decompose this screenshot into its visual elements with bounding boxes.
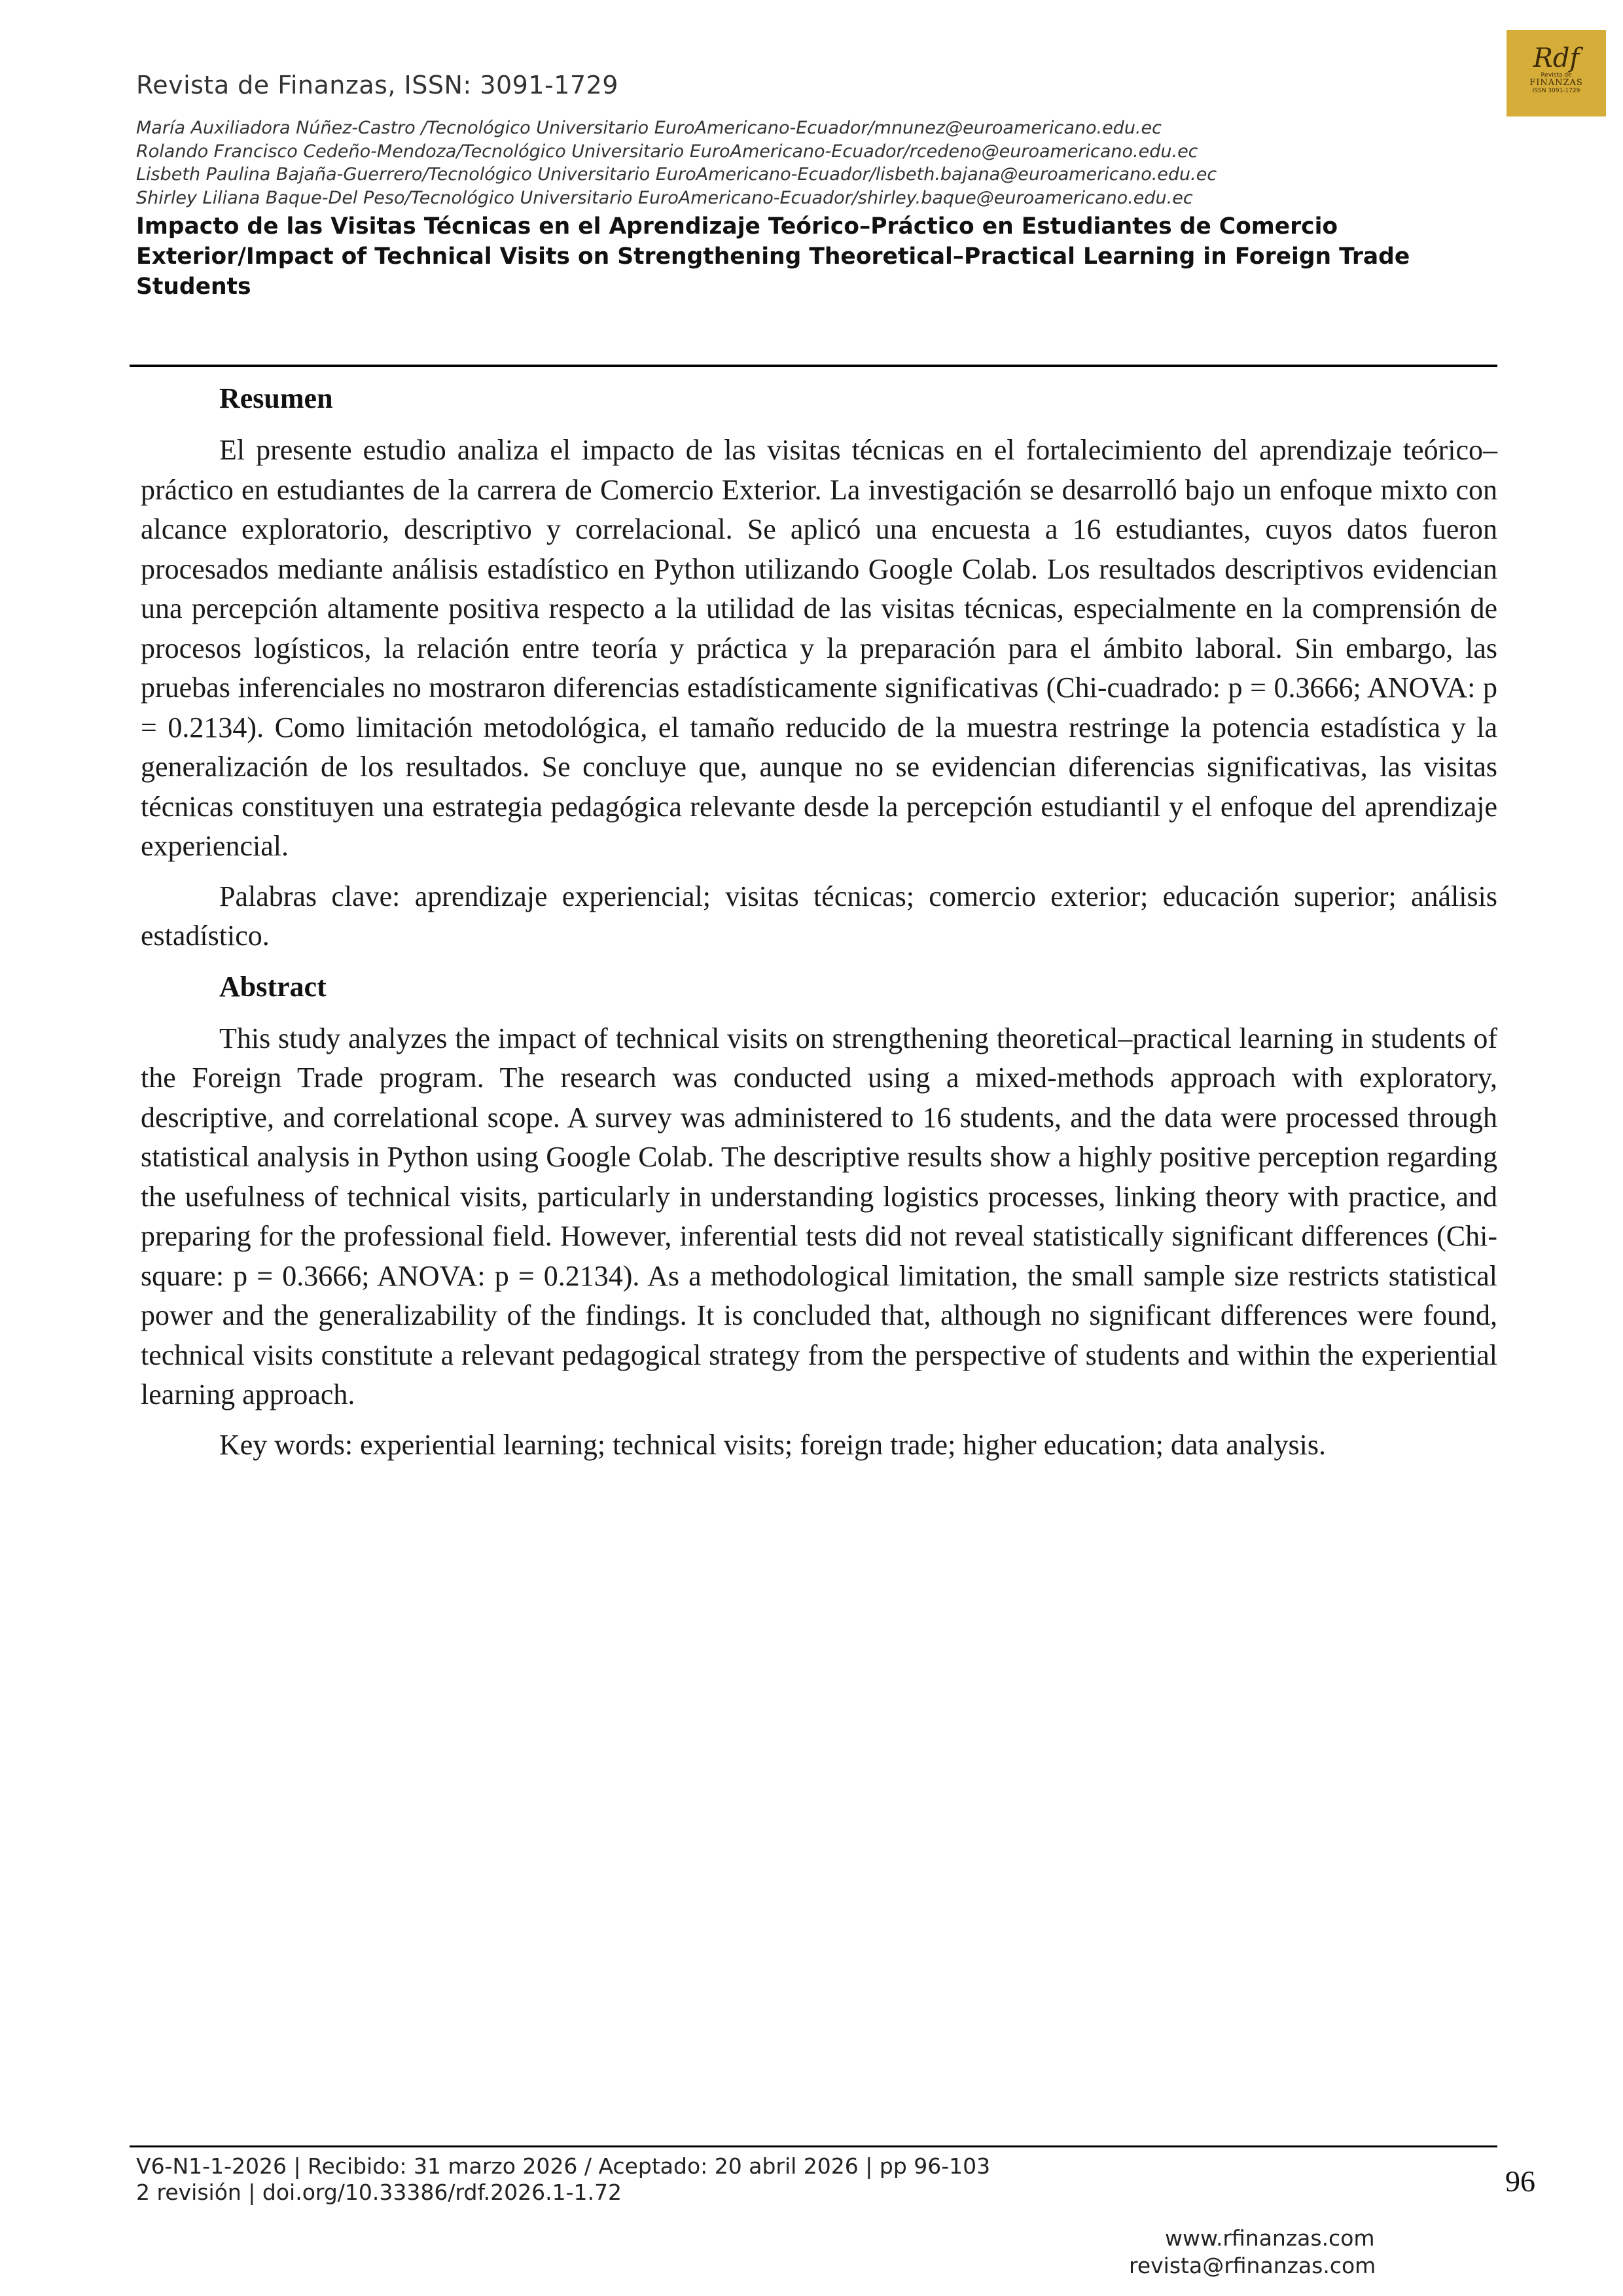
- article-body: [141, 378, 1497, 1465]
- resumen-keywords: Palabras clave: aprendizaje experiencial; visitas técnicas; comercio exterior; educación superior; análisis estadístico.: [141, 880, 1497, 952]
- logo-small-text: Revista de: [1541, 72, 1572, 79]
- author-line: Rolando Francisco Cedeño-Mendoza/Tecnológico Universitario EuroAmericano-Ecuador/rcedeno@euroamericano.edu.ec: [136, 141, 1198, 162]
- author-line: Lisbeth Paulina Bajaña-Guerrero/Tecnológico Universitario EuroAmericano-Ecuador/lisbeth.bajana@euroamericano.edu.ec: [136, 164, 1217, 185]
- logo-monogram: Rdf: [1533, 43, 1580, 73]
- journal-logo: [1507, 30, 1606, 117]
- footer-doi: 2 revisión | doi.org/10.33386/rdf.2026.1-1.72: [136, 2179, 622, 2205]
- header-divider: [130, 365, 1497, 367]
- abstract-heading: Abstract: [219, 970, 327, 1003]
- abstract-keywords: Key words: experiential learning; technical visits; foreign trade; higher education; data analysis.: [219, 1428, 1326, 1461]
- logo-brand: FINANZAS: [1529, 78, 1583, 88]
- resumen-paragraph: El presente estudio analiza el impacto de las visitas técnicas en el fortalecimiento del aprendizaje teórico–práctico en estudiantes de la carrera de Comercio Exterior. La investigación se desarrolló bajo un enfoque mixto con alcance exploratorio, descriptivo y correlacional. Se aplicó una encuesta a 16 estudiantes, cuyos datos fueron procesados mediante análisis estadístico en Python utilizando Google Colab. Los resultados descriptivos evidencian una percepción altamente positiva respecto a la utilidad de las visitas técnicas, especialmente en la comprensión de procesos logísticos, la relación entre teoría y práctica y la preparación para el ámbito laboral. Sin embargo, las pruebas inferenciales no mostraron diferencias estadísticamente significativas (Chi-cuadrado: p = 0.3666; ANOVA: p = 0.2134). Como limitación metodológica, el tamaño reducido de la muestra restringe la potencia estadística y la generalización de los resultados. Se concluye que, aunque no se evidencian diferencias significativas, las visitas técnicas constituyen una estrategia pedagógica relevante desde la percepción estudiantil y el enfoque del aprendizaje experiencial.: [141, 434, 1497, 862]
- author-line: María Auxiliadora Núñez-Castro /Tecnológico Universitario EuroAmericano-Ecuador/mnunez@euroamericano.edu.ec: [136, 118, 1162, 138]
- page-number: 96: [1505, 2164, 1535, 2198]
- author-list: [136, 117, 1497, 209]
- resumen-heading: Resumen: [219, 382, 333, 414]
- abstract-paragraph: This study analyzes the impact of technical visits on strengthening theoretical–practical learning in students of the Foreign Trade program. The research was conducted using a mixed-methods approach with exploratory, descriptive, and correlational scope. A survey was administered to 16 students, and the data were processed through statistical analysis in Python using Google Colab. The descriptive results show a highly positive perception regarding the usefulness of technical visits, particularly in understanding logistics processes, linking theory with practice, and preparing for the professional field. However, inferential tests did not reveal statistically significant differences (Chi-square: p = 0.3666; ANOVA: p = 0.2134). As a methodological limitation, the small sample size restricts statistical power and the generalizability of the findings. It is concluded that, although no significant differences were found, technical visits constitute a relevant pedagogical strategy from the perspective of students and within the experiential learning approach.: [141, 1022, 1497, 1410]
- logo-issn: ISSN 3091-1729: [1532, 88, 1580, 94]
- footer-divider: [130, 2145, 1497, 2147]
- footer-publication-info: V6-N1-1-2026 | Recibido: 31 marzo 2026 / Aceptado: 20 abril 2026 | pp 96-103: [136, 2153, 991, 2179]
- paper-title: Impacto de las Visitas Técnicas en el Aprendizaje Teórico–Práctico en Estudiantes de Comercio Exterior/Impact of Technical Visits on Strengthening Theoretical–Practical Learning in Foreign Trade Students: [136, 213, 1410, 300]
- footer-email: revista@rfinanzas.com: [1129, 2253, 1376, 2278]
- footer-website: www.rfinanzas.com: [1165, 2225, 1375, 2251]
- journal-name: Revista de Finanzas, ISSN: 3091-1729: [136, 71, 618, 99]
- author-line: Shirley Liliana Baque-Del Peso/Tecnológico Universitario EuroAmericano-Ecuador/shirley.baque@euroamericano.edu.ec: [136, 187, 1193, 208]
